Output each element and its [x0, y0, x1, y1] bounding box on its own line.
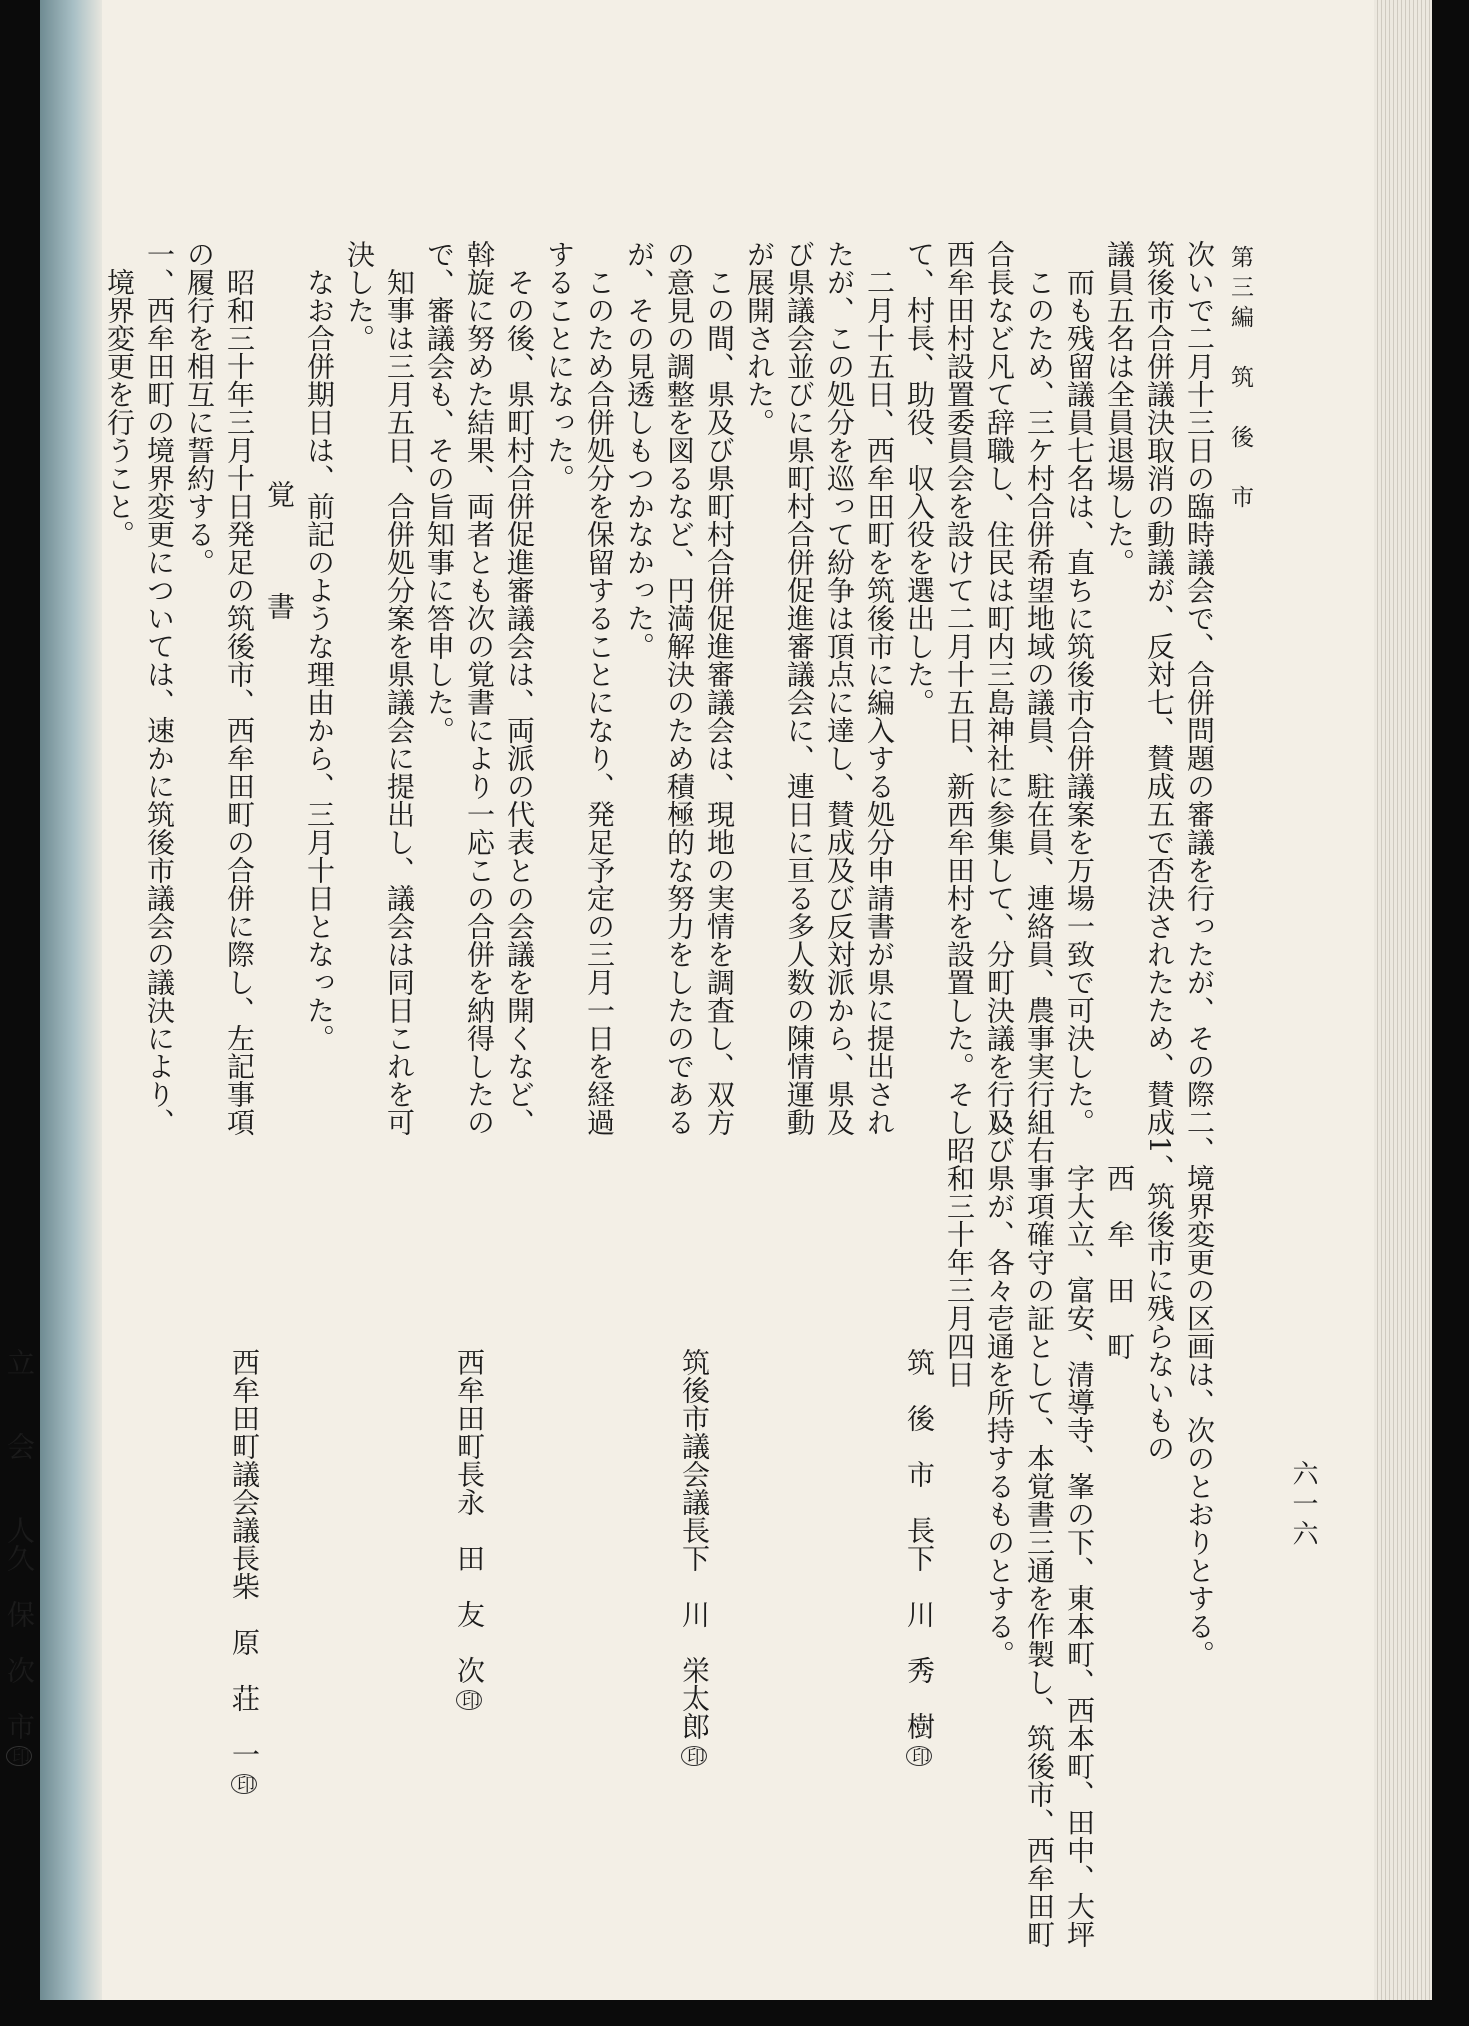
lower-text-section — [3, 1108, 1219, 2013]
text-line: て、村長、助役、収入役を選出した。 — [903, 240, 936, 716]
page-number: 六一六 — [1288, 1460, 1318, 1550]
signatory-name: 下 川 秀 樹 — [903, 1544, 936, 1740]
signatory-name: 永 田 友 次 — [453, 1488, 486, 1684]
running-head: 第三編 筑 後 市 — [1227, 245, 1253, 515]
signatory-title: 立 会 人 — [3, 1348, 36, 1544]
page-edge-stack — [1374, 0, 1432, 2000]
text-line: 二月十五日、西牟田町を筑後市に編入する処分申請書が県に提出され — [863, 268, 896, 1136]
text-line: その後、県町村合併促進審議会は、両派の代表との会議を開くなど、 — [503, 268, 536, 1136]
text-line: び県議会並びに県町村合併促進審議会に、連日に亘る多人数の陳情運動 — [783, 240, 816, 1136]
upper-text-section — [99, 240, 1219, 1136]
signatory-title: 西牟田町長 — [453, 1348, 486, 1488]
signatory-line — [0, 1108, 39, 2013]
signatory-line — [714, 1108, 939, 2013]
seal-mark: 印 — [6, 1746, 32, 1766]
text-line: で、審議会も、その旨知事に答申した。 — [423, 240, 456, 744]
seal-mark: 印 — [231, 1774, 257, 1794]
text-line: 昭和三十年三月十日発足の筑後市、西牟田町の合併に際し、左記事項 — [223, 268, 256, 1136]
signatory-name: 久 保 次 市 — [3, 1544, 36, 1740]
signatory-name: 下 川 栄太郎 — [678, 1544, 711, 1740]
text-line: が、その見透しもつかなかった。 — [623, 240, 656, 660]
text-line: 昭和三十年三月四日 — [943, 1136, 976, 1388]
seal-mark: 印 — [456, 1690, 482, 1710]
text-line: 議員五名は全員退場した。 — [1103, 240, 1136, 576]
text-line: 決した。 — [343, 240, 376, 352]
signatory-line — [489, 1108, 714, 2013]
text-line: 筑後市合併議決取消の動議が、反対七、賛成五で否決されたため、賛成 — [1143, 240, 1176, 1136]
text-line: 及び県が、各々壱通を所持するものとする。 — [983, 1108, 1016, 1668]
text-line: の履行を相互に誓約する。 — [183, 240, 216, 576]
text-line: 1、筑後市に残らないもの — [1143, 1136, 1176, 1462]
text-line: たが、この処分を巡って紛争は頂点に達し、賛成及び反対派から、県及 — [823, 240, 856, 1136]
seal-mark: 印 — [681, 1746, 707, 1766]
text-line: することになった。 — [543, 240, 576, 492]
text-line: 而も残留議員七名は、直ちに筑後市合併議案を万場一致で可決した。 — [1063, 268, 1096, 1136]
signatory-title: 筑 後 市 長 — [903, 1348, 936, 1544]
signatory-line — [264, 1108, 489, 2013]
text-line: 二、境界変更の区画は、次のとおりとする。 — [1183, 1108, 1216, 1668]
signatory-name: 柴 原 荘 一 — [228, 1572, 261, 1768]
text-line: 字大立、富安、清導寺、峯の下、東本町、西本町、田中、大坪 — [1063, 1164, 1096, 1948]
signatory-line — [39, 1108, 264, 2013]
signatory-title: 西牟田町議会議長 — [228, 1348, 261, 1572]
text-line: 合長など凡て辞職し、住民は町内三島神社に参集して、分町決議を行い — [983, 240, 1016, 1136]
text-line: 境界変更を行うこと。 — [103, 268, 136, 548]
text-line: 斡旋に努めた結果、両者とも次の覚書により一応この合併を納得したの — [463, 240, 496, 1136]
text-line: 一、西牟田町の境界変更については、速かに筑後市議会の議決により、 — [143, 240, 176, 1136]
text-line: 知事は三月五日、合併処分案を県議会に提出し、議会は同日これを可 — [383, 268, 416, 1136]
text-line: 右事項確守の証として、本覚書三通を作製し、筑後市、西牟田町 — [1023, 1136, 1056, 1948]
text-line: このため、三ケ村合併希望地域の議員、駐在員、連絡員、農事実行組 — [1023, 268, 1056, 1136]
text-line: 西 牟 田 町 — [1103, 1164, 1136, 1360]
signatory-title: 筑後市議会議長 — [678, 1348, 711, 1544]
text-line: が展開された。 — [743, 240, 776, 436]
text-line: 覚 書 — [263, 480, 296, 620]
seal-mark: 印 — [906, 1746, 932, 1766]
text-line: 西牟田村設置委員会を設けて二月十五日、新西牟田村を設置した。そし — [943, 240, 976, 1136]
text-line: このため合併処分を保留することになり、発足予定の三月一日を経過 — [583, 268, 616, 1136]
text-line: 次いで二月十三日の臨時議会で、合併問題の審議を行ったが、その際 — [1183, 240, 1216, 1108]
text-line: の意見の調整を図るなど、円満解決のため積極的な努力をしたのである — [663, 240, 696, 1136]
text-line: この間、県及び県町村合併促進審議会は、現地の実情を調査し、双方 — [703, 268, 736, 1136]
scanned-page — [3, 0, 1432, 2000]
text-line: なお合併期日は、前記のような理由から、三月十日となった。 — [303, 268, 336, 1052]
